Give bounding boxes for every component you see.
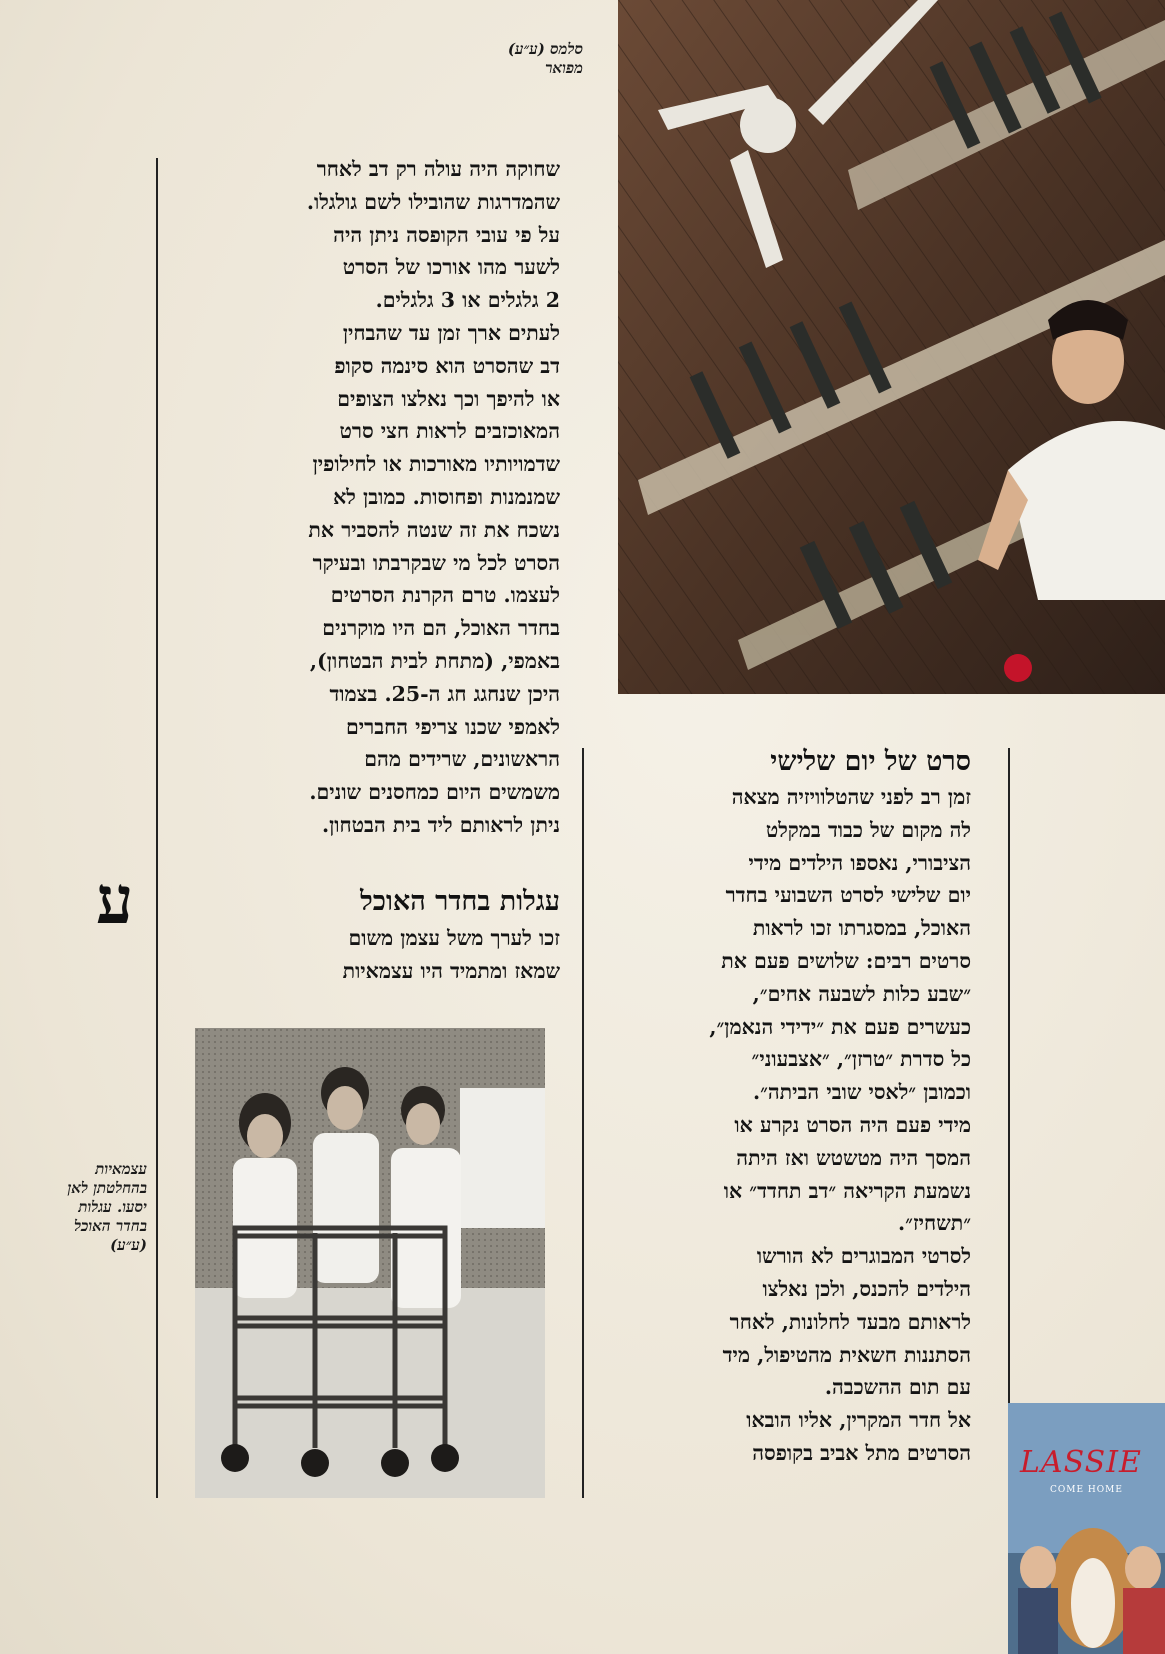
poster-subtitle: COME HOME xyxy=(1050,1485,1123,1495)
bar-photo-illustration xyxy=(618,0,1165,694)
text-line: שהמדרגות שהובילו לשם גולגלו. xyxy=(306,189,560,214)
caption-line: (ע״ע) xyxy=(110,1236,147,1254)
text-line: או להיפך וכך נאלצו הצופים xyxy=(337,386,560,411)
text-line: שדמויותיו מאורכות או לחילופין xyxy=(312,452,560,477)
text-line: הראשונים, שרידים מהם xyxy=(364,747,560,772)
top-photo-caption xyxy=(443,40,583,78)
text-line: זכו לערך משל עצמן משום xyxy=(348,926,560,950)
text-line: לסרטי המבוגרים לא הורשו xyxy=(756,1244,971,1269)
text-line: יום שלישי לסרט השבועי בחדר xyxy=(725,883,971,908)
text-line: היכן שנחגג חג ה-25. בצמוד xyxy=(329,681,560,706)
text-line: דב שהסרט הוא סינמה סקופ xyxy=(334,353,560,378)
text-line: אל חדר המקרין, אליו הובאו xyxy=(746,1408,971,1433)
caption-line: מפואר xyxy=(545,59,583,77)
caption-line: סלמס (ע״ע) xyxy=(507,40,583,58)
lassie-poster xyxy=(1008,1403,1165,1654)
text-line: לראותם מבעד לחלונות, לאחר xyxy=(729,1309,971,1334)
text-line: בחדר האוכל, הם היו מוקרנים xyxy=(322,616,560,641)
text-line: לאמפי שכנו צריפי החברים xyxy=(345,714,560,739)
text-line: שחוקה היה עולה רק דב לאחר xyxy=(316,157,560,181)
text-line: על פי עובי הקופסה ניתן היה xyxy=(333,222,560,247)
drop-letter: ע xyxy=(96,861,134,939)
text-line: לשער מהו אורכו של הסרט xyxy=(342,255,560,280)
text-line: נשכח את זה שנטה להסביר את xyxy=(308,517,560,542)
carts-photo-caption xyxy=(7,1160,147,1255)
text-line: הסרט לכל מי שבקרבתו ובעיקר xyxy=(312,550,560,575)
caption-line: בחדר האוכל xyxy=(74,1217,147,1235)
text-line: הציבורי, נאספו הילדים מידי xyxy=(748,850,971,875)
text-line: לה מקום של כבוד במקלט xyxy=(765,817,971,842)
text-line: שמאז ומתמיד היו עצמאיות xyxy=(342,958,560,983)
text-line: ״תשחיז״. xyxy=(898,1211,971,1236)
text-line: 2 גלגלים או 3 גלגלים. xyxy=(375,288,560,313)
section-heading-carts: עגלות בחדר האוכל xyxy=(360,886,560,917)
right-column-text xyxy=(591,781,971,1470)
poster-illustration xyxy=(1008,1403,1165,1654)
caption-line: יסעו. עגלות xyxy=(78,1198,147,1216)
text-line: ״שבע כלות לשבעה אחים״, xyxy=(752,981,971,1006)
text-line: סרטים רבים: שלושים פעם את xyxy=(721,948,971,973)
poster-title: LASSIE xyxy=(1020,1445,1142,1480)
text-line: כעשרים פעם את ״ידידי הנאמן״, xyxy=(709,1014,971,1039)
text-line: נשמעת הקריאה ״דב תחדד״ או xyxy=(723,1178,971,1203)
text-line: ניתן לראותם ליד בית הבטחון. xyxy=(321,812,560,837)
text-line: משמשים היום כמחסנים שונים. xyxy=(309,780,560,805)
text-line: מידי פעם היה הסרט נקרע או xyxy=(734,1112,971,1137)
carts-photo-illustration xyxy=(195,1028,545,1498)
section-heading-tuesday-movie: סרט של יום שלישי xyxy=(770,746,971,777)
column-rule-middle xyxy=(582,748,584,1498)
text-line: לעתים ארך זמן עד שהבחין xyxy=(342,320,560,345)
text-line: עם תום ההשכבה. xyxy=(824,1375,971,1400)
text-line: באמפי, (מתחת לבית הבטחון), xyxy=(309,648,560,673)
text-line: הסרטים מתל אביב בקופסה xyxy=(752,1440,971,1465)
bar-photo xyxy=(618,0,1165,694)
left-column-text xyxy=(160,153,560,842)
column-rule-right xyxy=(1008,748,1010,1498)
text-line: זמן רב לפני שהטלוויזיה מצאה xyxy=(731,785,971,809)
section-text-carts xyxy=(160,922,560,988)
text-line: לעצמו. טרם הקרנת הסרטים xyxy=(330,583,560,608)
text-line: הסתננות חשאית מהטיפול, מיד xyxy=(722,1342,971,1367)
column-rule-left xyxy=(156,158,158,1498)
caption-line: בהחלטתן לאן xyxy=(67,1179,147,1197)
caption-line: עצמאיות xyxy=(95,1160,147,1178)
text-line: האוכל, במסגרתו זכו לראות xyxy=(752,916,971,941)
text-line: הילדים להכנס, ולכן נאלצו xyxy=(762,1276,971,1301)
text-line: כל סדרת ״טרזן״, ״אצבעוני״ xyxy=(751,1047,971,1072)
text-line: המאוכזבים לראות חצי סרט xyxy=(339,419,560,444)
dining-room-carts-photo xyxy=(195,1028,545,1498)
text-line: המסך היה מטשטש ואז היתה xyxy=(736,1145,971,1170)
text-line: וכמובן ״לאסי שובי הביתה״. xyxy=(752,1080,971,1105)
text-line: שמנמנות ופחוסות. כמובן לא xyxy=(333,484,560,509)
